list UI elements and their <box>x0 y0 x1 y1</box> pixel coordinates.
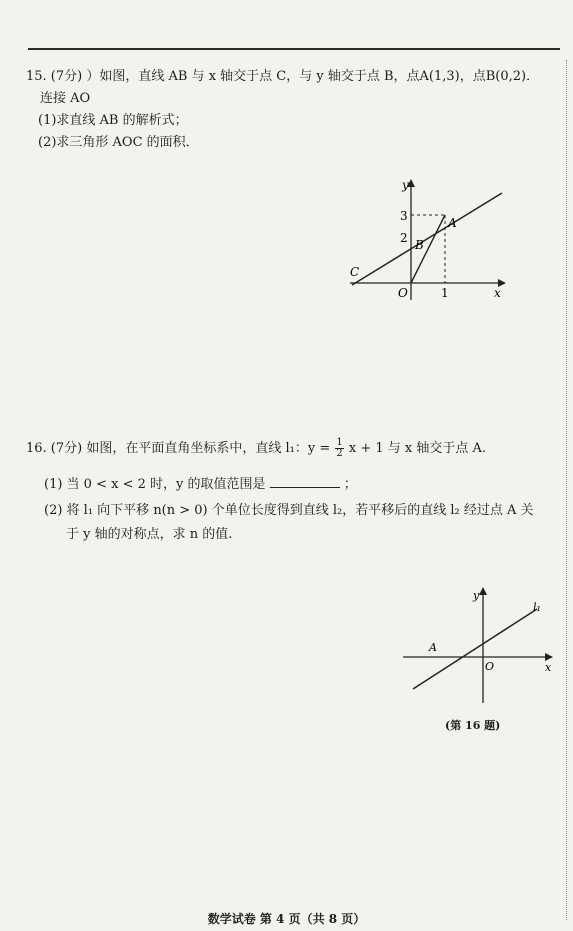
q16-x-label: x <box>545 661 552 674</box>
q15-part1: (1)求直线 AB 的解析式； <box>38 113 188 128</box>
q15-x-label: x <box>494 286 501 300</box>
q16-caption: (第 16 题) <box>445 719 501 732</box>
top-rule <box>28 48 560 50</box>
q15-tick-3: 3 <box>400 209 408 223</box>
q15-stem: 15. (7分) ）如图，直线 AB 与 x 轴交于点 C，与 y 轴交于点 B，点A(1,3)，点B(0,2)． <box>26 69 540 84</box>
q15-stem-cont: 连接 AO <box>40 91 91 106</box>
q16-label-o: O <box>485 660 495 673</box>
q16-l1-label: l₁ <box>533 601 541 614</box>
q16-frac-den: 2 <box>336 448 343 459</box>
q15-y-label: y <box>402 178 409 192</box>
q16-stem-post: x + 1 与 x 轴交于点 A. <box>348 441 487 456</box>
binding-edge-dots <box>566 60 567 920</box>
q16-part1 <box>44 474 357 496</box>
page-footer: 数学试卷 第 4 页（共 8 页） <box>207 912 366 926</box>
q15-label-b: B <box>415 238 424 252</box>
q16-stem <box>26 438 486 460</box>
q16-y-label: y <box>473 589 480 602</box>
q15-label-c: C <box>350 265 360 279</box>
q15-label-a: A <box>448 216 457 230</box>
q16-answer-blank <box>270 475 340 488</box>
q15-line-ab <box>352 193 502 285</box>
q16-frac-num: 1 <box>336 437 343 448</box>
q15-figure <box>340 175 520 315</box>
q15-label-o: O <box>398 286 408 300</box>
q16-label-a: A <box>429 641 437 654</box>
q16-y-arrow <box>479 587 487 595</box>
q16-part1-end: ； <box>343 477 357 492</box>
q16-part2-line2: 于 y 轴的对称点，求 n 的值. <box>66 527 233 542</box>
q16-stem-pre: 16. (7分) 如图，在平面直角坐标系中，直线 l₁：y = <box>26 441 331 456</box>
q16-part1-text: (1) 当 0 < x < 2 时，y 的取值范围是 <box>44 477 266 492</box>
q16-part2-line1: (2) 将 l₁ 向下平移 n(n > 0) 个单位长度得到直线 l₂，若平移后的直线 l₂ 经过点 A 关 <box>44 503 534 518</box>
q16-fraction <box>335 438 343 459</box>
q15-tick-1: 1 <box>441 286 449 300</box>
q16-x-arrow <box>545 653 553 661</box>
q16-figure <box>395 585 555 710</box>
q15-part2: (2)求三角形 AOC 的面积． <box>38 135 199 150</box>
q15-tick-2: 2 <box>400 231 408 245</box>
